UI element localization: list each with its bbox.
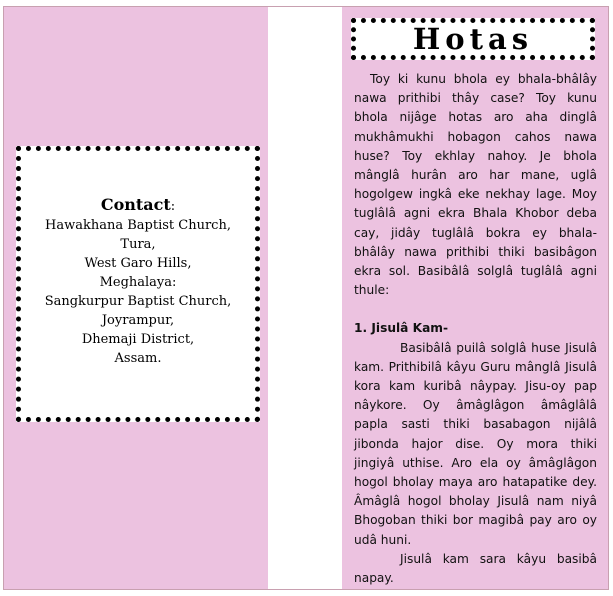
contact-line: Tura,: [120, 237, 156, 252]
section-heading: 1. Jisulâ Kam-: [354, 321, 449, 336]
body-text: [354, 70, 597, 588]
page-title: Hotas: [412, 22, 534, 56]
contact-line: Joyrampur,: [101, 313, 175, 328]
contact-line: Dhemaji District,: [81, 332, 195, 347]
intro-paragraph: Toy ki kunu bhola ey bhala-bhâlây nawa prithibi thây case? Toy kunu bhola nijâge hotas aro aha dinglâ mukhâmukhi hobagon cahos nawa huse? Toy ekhlay nahoy. Je bhola mânglâ hurân aro har mane, uglâ hogolgew ingkâ eke nekhay lage. Moy tuglâlâ agni ekra Bhala Khobor deba cay, jidây tuglâlâ bokra ey bhala-bhâlây nawa prithibi thiki basibâgon ekra sol. Basibâlâ solglâ tuglâlâ agni thule:: [354, 72, 597, 298]
closing-paragraph: Jisulâ kam sara kâyu basibâ napay.: [354, 551, 597, 586]
contact-box: [16, 146, 260, 422]
paragraph-spacer: [354, 300, 597, 319]
contact-line: Assam.: [114, 351, 162, 366]
contact-line: Hawakhana Baptist Church,: [45, 218, 231, 233]
contact-line: Meghalaya:: [99, 275, 177, 290]
section-paragraph: Basibâlâ puilâ solglâ huse Jisulâ kam. Prithibilâ kâyu Guru mânglâ Jisulâ kora kam kuribâ nâypay. Jisu-oy pap nâykore. Oy âmâglâgon âmâglâlâ papla sasti thiki basabagon nijâlâ jibonda hajor dise. Oy mora thiki jingiyâ uthise. Aro ela oy âmâglâgon hogol bholay maya aro hatapatike dey. Âmâglâ hogol bholay Jisulâ nam niyâ Bhogoban thiki bor magibâ pay aro oy udâ huni.: [354, 340, 597, 547]
title-box: [351, 18, 595, 60]
contact-line: Sangkurpur Baptist Church,: [44, 294, 232, 309]
contact-heading-line: Contact:: [100, 195, 176, 214]
contact-line: West Garo Hills,: [84, 256, 192, 271]
contact-heading: Contact: [100, 195, 171, 214]
